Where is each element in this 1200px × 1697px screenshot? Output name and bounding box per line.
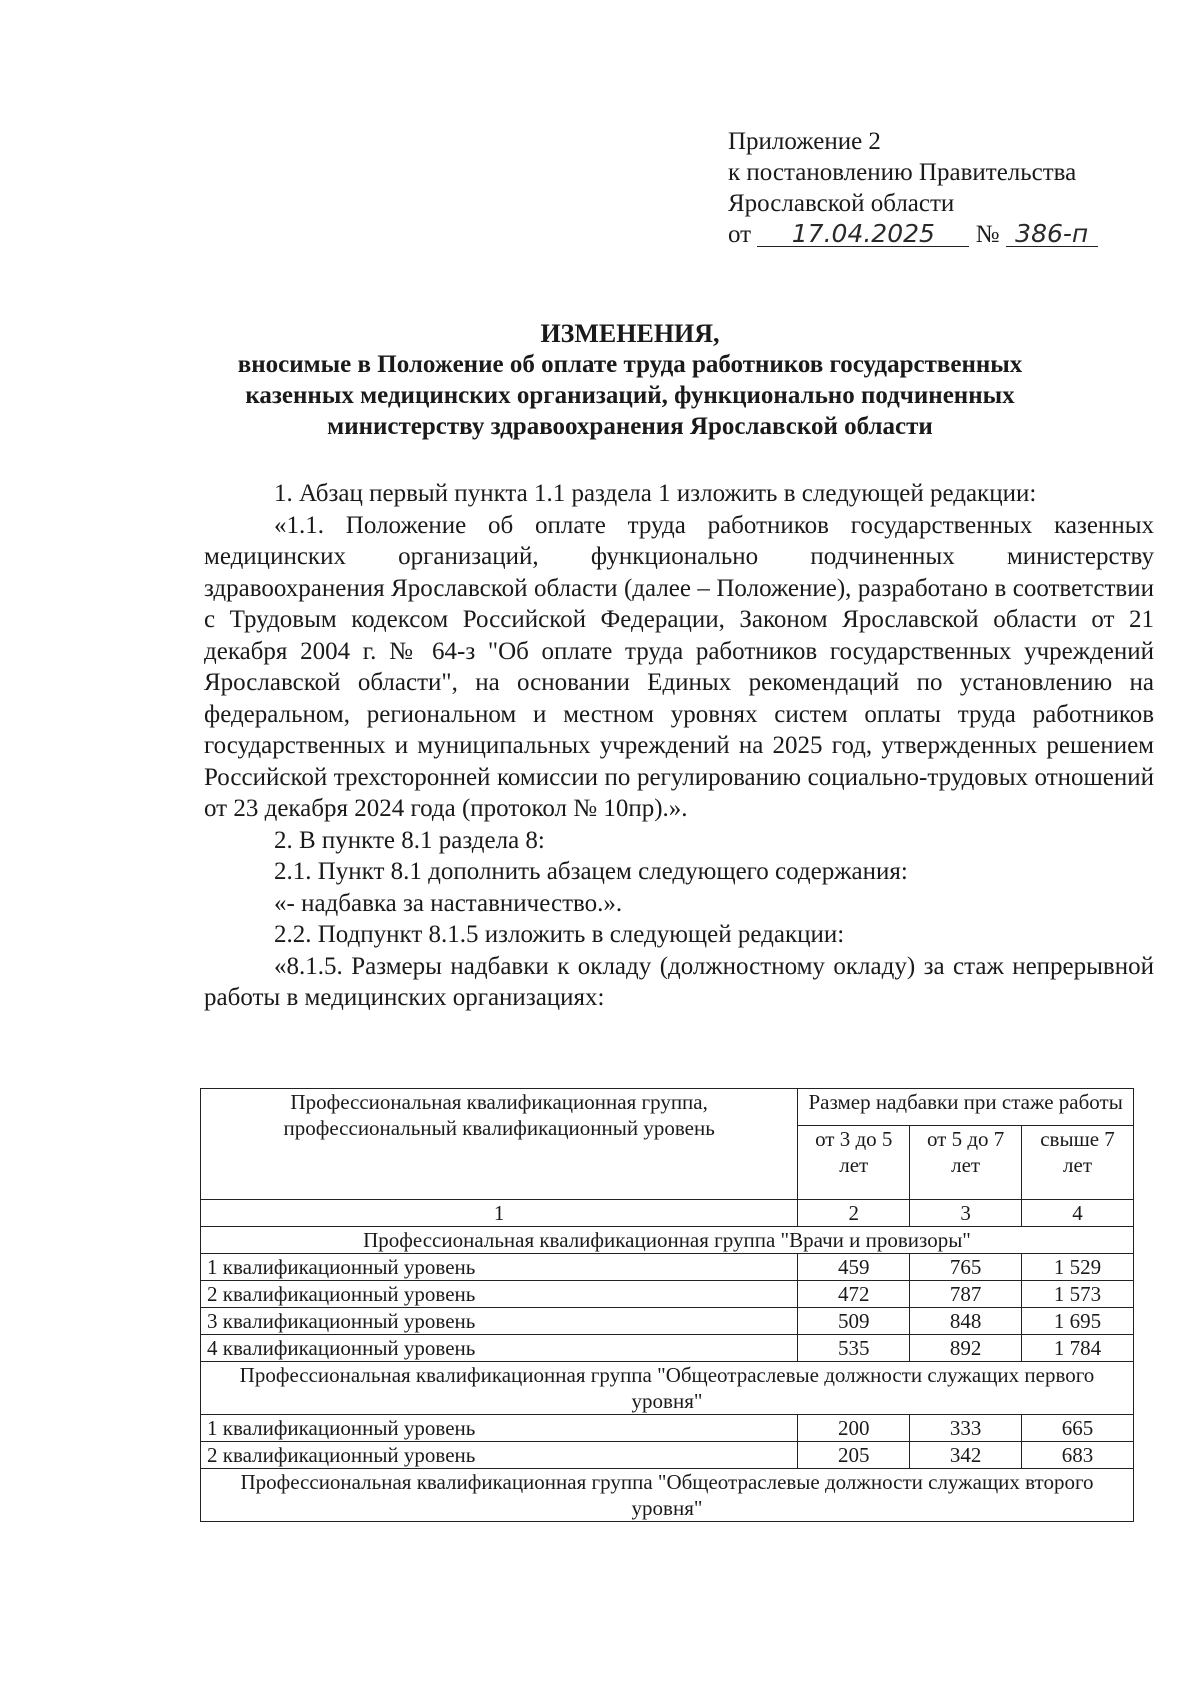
value-5-7: 342 — [910, 1442, 1022, 1469]
document-body — [204, 478, 1154, 1014]
value-over-7: 1 784 — [1022, 1335, 1134, 1362]
column-number-row — [201, 1200, 1134, 1227]
paragraph-7: «8.1.5. Размеры надбавки к окладу (должностному окладу) за стаж непрерывной работы в медицинских организациях: — [204, 952, 1154, 1011]
value-5-7: 848 — [910, 1308, 1022, 1335]
document-subtitle-2: казенных медицинских организаций, функционально подчиненных — [245, 382, 1015, 409]
allowance-table — [200, 1088, 1134, 1522]
paragraph-1: 1. Абзац первый пункта 1.1 раздела 1 изложить в следующей редакции: — [274, 480, 1037, 507]
value-3-5: 535 — [798, 1335, 910, 1362]
value-5-7: 892 — [910, 1335, 1022, 1362]
group-title: Профессиональная квалификационная группа "Врачи и провизоры" — [201, 1227, 1134, 1254]
group-title: Профессиональная квалификационная группа "Общеотраслевые должности служащих первого уровня" — [201, 1362, 1134, 1415]
group-title-row — [201, 1469, 1134, 1522]
document-title: ИЗМЕНЕНИЯ, — [540, 319, 720, 348]
column-number: 1 — [201, 1200, 798, 1227]
group-title-row — [201, 1362, 1134, 1415]
value-3-5: 459 — [798, 1254, 910, 1281]
value-3-5: 205 — [798, 1442, 910, 1469]
handwritten-number: 386-п — [1006, 222, 1098, 247]
header-size-cell: Размер надбавки при стаже работы — [798, 1089, 1134, 1126]
appendix-date-line — [728, 219, 1168, 250]
paragraph-4: 2.1. Пункт 8.1 дополнить абзацем следующего содержания: — [274, 858, 908, 885]
handwritten-date: 17.04.2025 — [757, 222, 969, 247]
level-label: 4 квалификационный уровень — [201, 1335, 798, 1362]
group-title-row — [201, 1227, 1134, 1254]
date-prefix: от — [728, 221, 752, 248]
header-col-3: от 5 до 7 лет — [910, 1126, 1022, 1200]
group-title: Профессиональная квалификационная группа "Общеотраслевые должности служащих второго уровня" — [201, 1469, 1134, 1522]
column-number: 4 — [1022, 1200, 1134, 1227]
column-number: 3 — [910, 1200, 1022, 1227]
value-over-7: 1 529 — [1022, 1254, 1134, 1281]
value-5-7: 787 — [910, 1281, 1022, 1308]
level-label: 1 квалификационный уровень — [201, 1415, 798, 1442]
header-group-cell: Профессиональная квалификационная группа, профессиональный квалификационный уровень — [201, 1089, 798, 1200]
table-row — [201, 1335, 1134, 1362]
level-label: 3 квалификационный уровень — [201, 1308, 798, 1335]
header-col-4: свыше 7 лет — [1022, 1126, 1134, 1200]
paragraph-5: «- надбавка за наставничество.». — [274, 889, 623, 917]
appendix-line-1: Приложение 2 — [728, 128, 881, 155]
level-label: 2 квалификационный уровень — [201, 1281, 798, 1308]
appendix-block — [728, 126, 1168, 250]
paragraph-2: «1.1. Положение об оплате труда работников государственных казенных медицинских организаций, функционально подчиненных министерству здравоохранения Ярославской области (далее – Положение), разработано в соответствии с Трудовым кодексом Российской Федерации, Законом Ярославской области от 21 декабря 2004 г. № 64-з "Об оплате труда работников государственных учреждений Ярославской области", на основании Единых рекомендаций по установлению на федеральном, региональном и местном уровнях систем оплаты труда работников государственных и муниципальных учреждений на 2025 год, утвержденных решением Российской трехсторонней комиссии по регулированию социально-трудовых отношений от 23 декабря 2024 года (протокол № 10пр).». — [204, 511, 1154, 822]
value-over-7: 1 573 — [1022, 1281, 1134, 1308]
value-over-7: 665 — [1022, 1415, 1134, 1442]
paragraph-3: 2. В пункте 8.1 раздела 8: — [274, 826, 545, 854]
document-subtitle-3: министерству здравоохранения Ярославской области — [327, 413, 933, 440]
value-3-5: 472 — [798, 1281, 910, 1308]
table-row — [201, 1281, 1134, 1308]
appendix-line-2: к постановлению Правительства — [728, 159, 1077, 186]
document-subtitle-1: вносимые в Положение об оплате труда работников государственных — [237, 351, 1023, 378]
number-prefix: № — [975, 221, 1000, 248]
paragraph-6: 2.2. Подпункт 8.1.5 изложить в следующей редакции: — [274, 921, 845, 948]
table-row — [201, 1254, 1134, 1281]
column-number: 2 — [798, 1200, 910, 1227]
appendix-line-3: Ярославской области — [728, 190, 955, 217]
table-header-row — [201, 1089, 1134, 1126]
level-label: 2 квалификационный уровень — [201, 1442, 798, 1469]
table-row — [201, 1308, 1134, 1335]
value-over-7: 683 — [1022, 1442, 1134, 1469]
value-5-7: 333 — [910, 1415, 1022, 1442]
value-3-5: 200 — [798, 1415, 910, 1442]
value-5-7: 765 — [910, 1254, 1022, 1281]
document-heading — [190, 318, 1070, 442]
header-col-2: от 3 до 5 лет — [798, 1126, 910, 1200]
table-row — [201, 1442, 1134, 1469]
table-row — [201, 1415, 1134, 1442]
level-label: 1 квалификационный уровень — [201, 1254, 798, 1281]
value-over-7: 1 695 — [1022, 1308, 1134, 1335]
value-3-5: 509 — [798, 1308, 910, 1335]
